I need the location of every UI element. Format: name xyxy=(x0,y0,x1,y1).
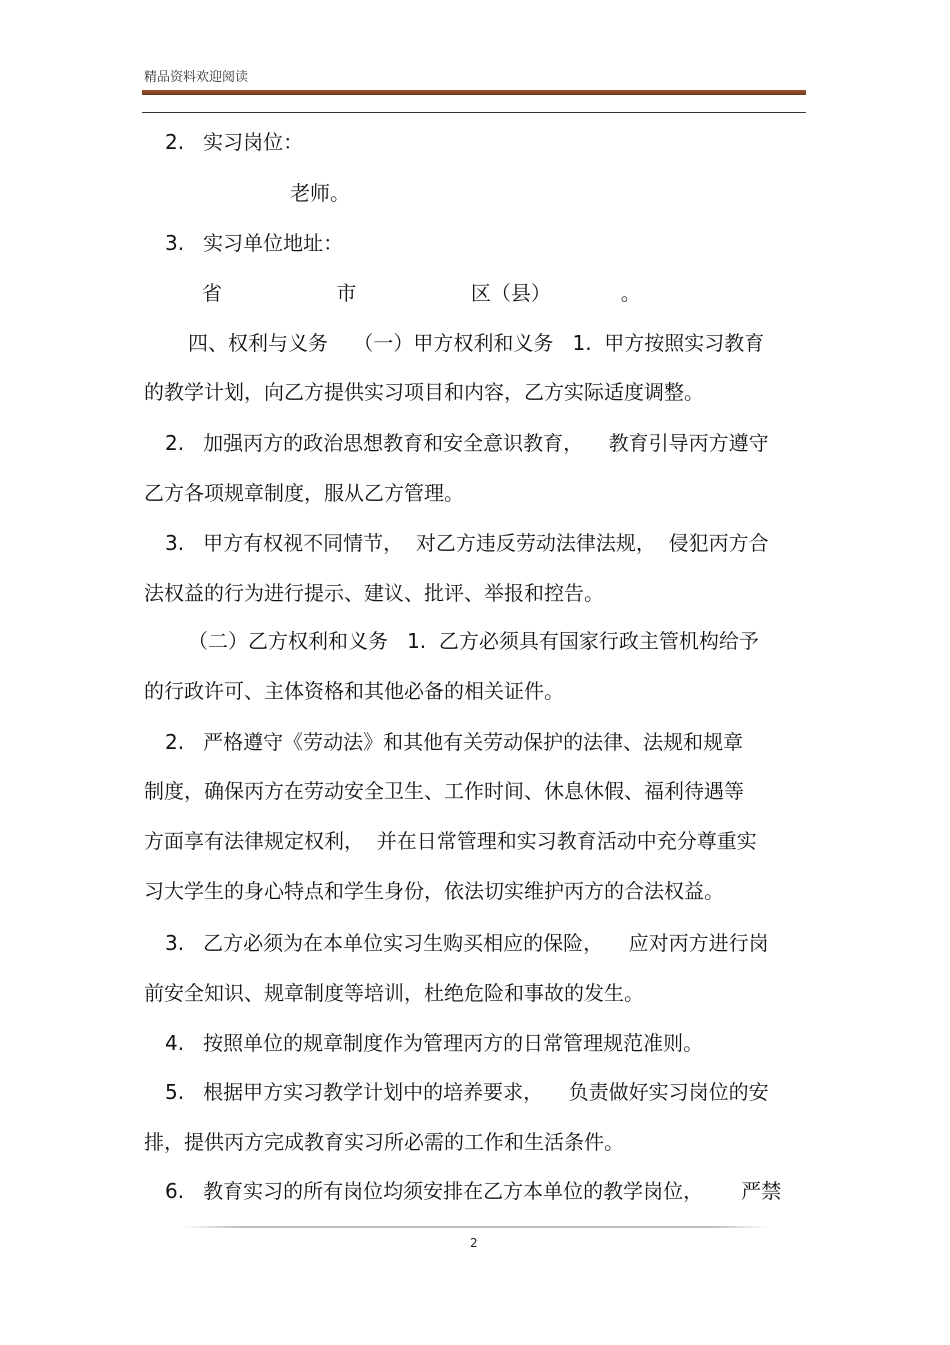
header-rule-thick xyxy=(142,90,806,95)
text-line: 6. 教育实习的所有岗位均须安排在乙方本单位的教学岗位， 严禁 xyxy=(165,1179,782,1203)
text-line: 2. 实习岗位： xyxy=(165,130,304,154)
text-line: 的行政许可、主体资格和其他必备的相关证件。 xyxy=(144,679,564,703)
text-line: 习大学生的身心特点和学生身份，依法切实维护丙方的合法权益。 xyxy=(144,879,724,903)
text-line: 省 市 区（县） 。 xyxy=(202,281,641,305)
text-line: 排，提供丙方完成教育实习所必需的工作和生活条件。 xyxy=(144,1130,624,1154)
text-line: 2. 加强丙方的政治思想教育和安全意识教育， 教育引导丙方遵守 xyxy=(165,431,769,455)
page-number: 2 xyxy=(470,1236,478,1250)
text-line: 老师。 xyxy=(290,181,350,205)
text-line: 3. 甲方有权视不同情节， 对乙方违反劳动法律法规， 侵犯丙方合 xyxy=(165,531,769,555)
text-line: 2. 严格遵守《劳动法》和其他有关劳动保护的法律、法规和规章 xyxy=(165,730,744,754)
text-line: 3. 实习单位地址： xyxy=(165,231,344,255)
text-line: 4. 按照单位的规章制度作为管理丙方的日常管理规范准则。 xyxy=(165,1031,704,1055)
text-line: 法权益的行为进行提示、建议、批评、举报和控告。 xyxy=(144,581,604,605)
text-line: 乙方各项规章制度，服从乙方管理。 xyxy=(144,481,464,505)
footer-rule xyxy=(182,1226,768,1228)
text-line: 5. 根据甲方实习教学计划中的培养要求， 负责做好实习岗位的安 xyxy=(165,1080,769,1104)
text-line: 3. 乙方必须为在本单位实习生购买相应的保险， 应对丙方进行岗 xyxy=(165,931,769,955)
header-rule-thin xyxy=(142,112,806,113)
text-line: 制度，确保丙方在劳动安全卫生、工作时间、休息休假、福利待遇等 xyxy=(144,779,744,803)
page-header: 精品资料欢迎阅读 xyxy=(144,70,249,85)
text-line: （二）乙方权利和义务 1. 乙方必须具有国家行政主管机构给予 xyxy=(188,629,759,653)
text-line: 四、权利与义务 （一）甲方权利和义务 1. 甲方按照实习教育 xyxy=(188,331,765,355)
text-line: 方面享有法律规定权利， 并在日常管理和实习教育活动中充分尊重实 xyxy=(144,829,757,853)
text-line: 前安全知识、规章制度等培训，杜绝危险和事故的发生。 xyxy=(144,981,644,1005)
text-line: 的教学计划，向乙方提供实习项目和内容，乙方实际适度调整。 xyxy=(144,380,704,404)
